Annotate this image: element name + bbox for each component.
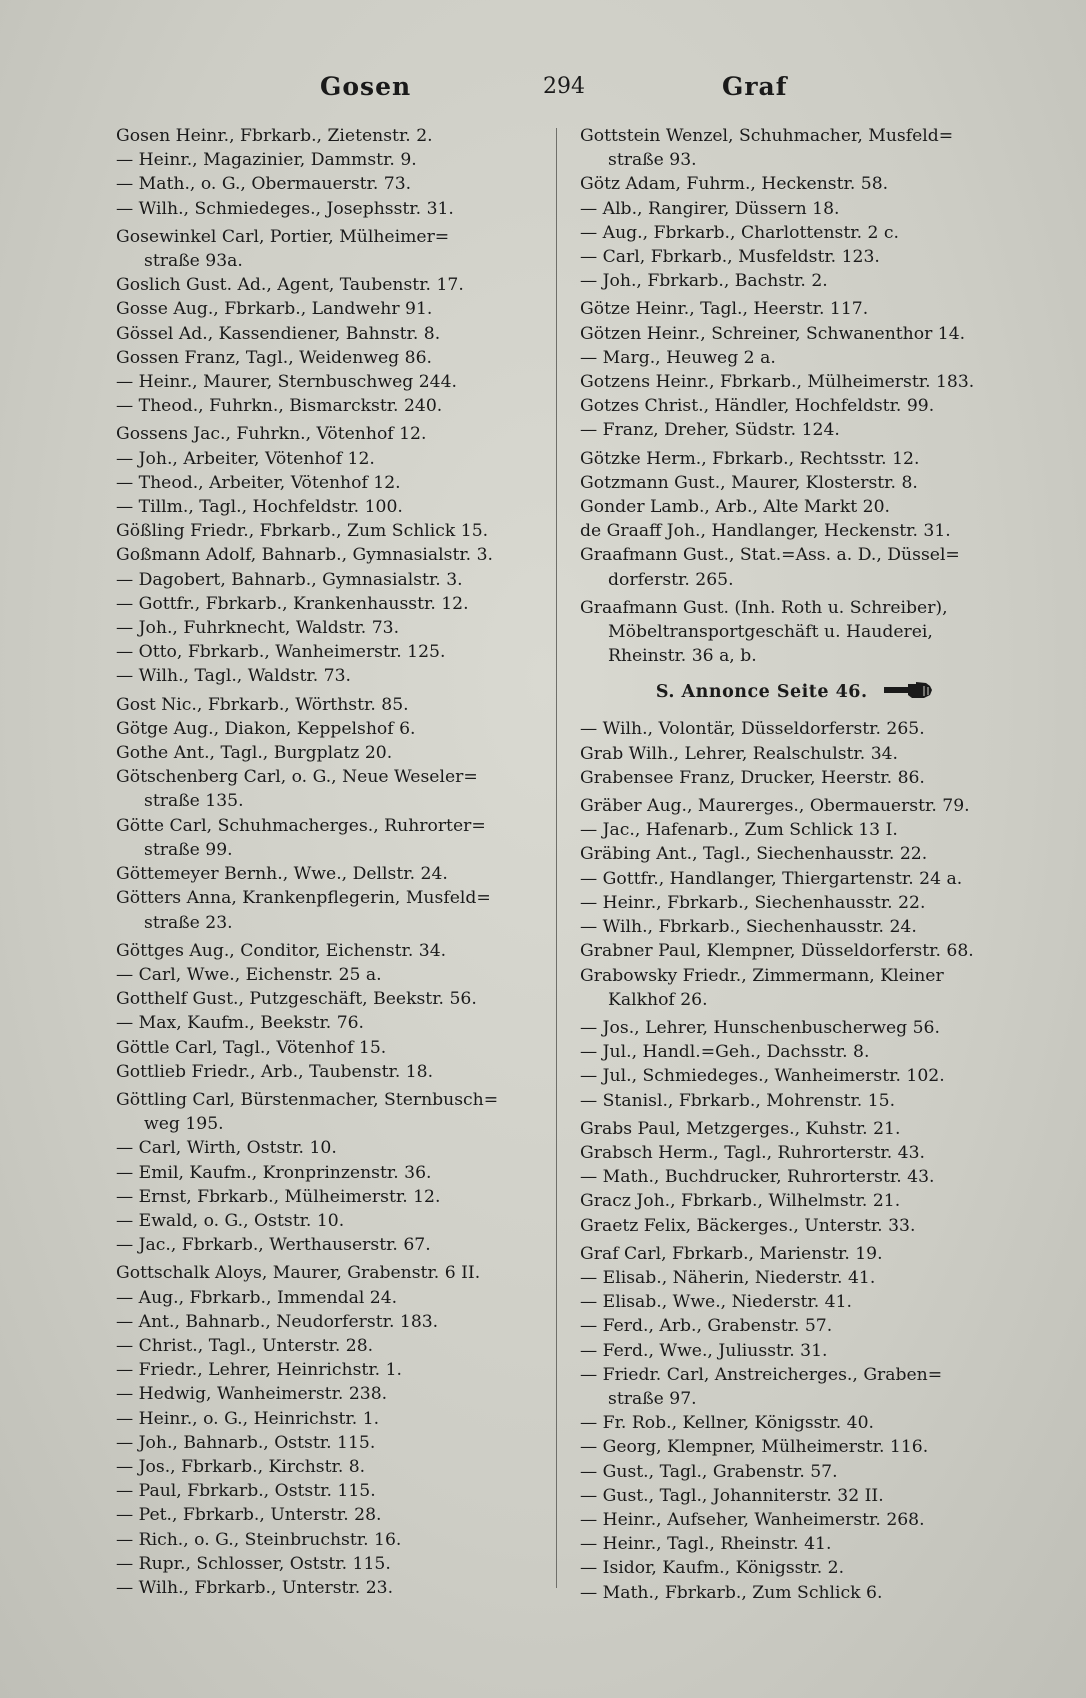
directory-entry-continuation: Rheinstr. 36 a, b. (608, 646, 757, 667)
directory-entry: Gottstein Wenzel, Schuhmacher, Musfeld= (580, 126, 954, 146)
directory-entry: Gracz Joh., Fbrkarb., Wilhelmstr. 21. (580, 1191, 901, 1212)
directory-entry: — Ewald, o. G., Oststr. 10. (116, 1210, 345, 1231)
directory-entry-continuation: straße 135. (144, 791, 244, 812)
directory-entry-continuation: straße 23. (144, 912, 233, 933)
directory-entry: — Wilh., Volontär, Düsseldorferstr. 265. (580, 719, 925, 740)
directory-entry: Götz Adam, Fuhrm., Heckenstr. 58. (580, 174, 889, 195)
directory-entry-continuation: weg 195. (144, 1114, 224, 1135)
header-right-keyword: Graf (722, 72, 788, 101)
directory-entry-continuation: Möbeltransportgeschäft u. Hauderei, (608, 622, 933, 643)
directory-entry: de Graaff Joh., Handlanger, Heckenstr. 31. (580, 521, 951, 542)
directory-entry: — Fr. Rob., Kellner, Königsstr. 40. (580, 1413, 874, 1434)
directory-entry: — Christ., Tagl., Unterstr. 28. (116, 1335, 374, 1356)
page-header (0, 72, 1086, 112)
directory-entry: Grabowsky Friedr., Zimmermann, Kleiner (580, 965, 944, 986)
directory-entry: — Max, Kaufm., Beekstr. 76. (116, 1013, 365, 1034)
directory-entry: — Friedr., Lehrer, Heinrichstr. 1. (116, 1360, 402, 1381)
directory-entry: — Rupr., Schlosser, Oststr. 115. (116, 1553, 391, 1574)
directory-entry: — Elisab., Wwe., Niederstr. 41. (580, 1292, 853, 1313)
directory-entry: Gosse Aug., Fbrkarb., Landwehr 91. (116, 299, 433, 320)
directory-entry: — Dagobert, Bahnarb., Gymnasialstr. 3. (116, 569, 463, 590)
directory-entry: Gotzmann Gust., Maurer, Klosterstr. 8. (580, 472, 918, 493)
directory-entry: Götze Heinr., Tagl., Heerstr. 117. (580, 299, 869, 320)
directory-entry: — Heinr., o. G., Heinrichstr. 1. (116, 1408, 380, 1429)
directory-entry: — Wilh., Fbrkarb., Unterstr. 23. (116, 1577, 394, 1598)
directory-entry: — Math., o. G., Obermauerstr. 73. (116, 174, 412, 195)
directory-entry: — Jos., Lehrer, Hunschenbuscherweg 56. (580, 1017, 940, 1038)
right-column (580, 124, 1010, 1605)
directory-entry: Gotzens Heinr., Fbrkarb., Mülheimerstr. 183. (580, 372, 975, 393)
directory-entry: — Ferd., Wwe., Juliusstr. 31. (580, 1340, 828, 1361)
directory-entry: Gottschalk Aloys, Maurer, Grabenstr. 6 II. (116, 1263, 481, 1284)
directory-entry: Graafmann Gust. (Inh. Roth u. Schreiber), (580, 597, 948, 618)
directory-entry: Göttemeyer Bernh., Wwe., Dellstr. 24. (116, 864, 448, 885)
directory-entry: Gotzes Christ., Händler, Hochfeldstr. 99. (580, 396, 935, 417)
directory-entry: — Jac., Hafenarb., Zum Schlick 13 I. (580, 820, 898, 841)
directory-entry: — Ferd., Arb., Grabenstr. 57. (580, 1316, 833, 1337)
directory-entry: Goslich Gust. Ad., Agent, Taubenstr. 17. (116, 275, 464, 296)
directory-entry: — Jac., Fbrkarb., Werthauserstr. 67. (116, 1235, 431, 1256)
directory-entry: Grabner Paul, Klempner, Düsseldorferstr. 68. (580, 941, 974, 962)
directory-entry: — Aug., Fbrkarb., Charlottenstr. 2 c. (580, 222, 899, 243)
directory-entry: Götzen Heinr., Schreiner, Schwanenthor 14. (580, 323, 966, 344)
directory-entry: — Joh., Arbeiter, Vötenhof 12. (116, 448, 375, 469)
annonce-notice (580, 680, 1010, 705)
directory-entry: — Heinr., Magazinier, Dammstr. 9. (116, 150, 417, 171)
directory-entry: — Otto, Fbrkarb., Wanheimerstr. 125. (116, 642, 446, 663)
directory-entry: — Jul., Schmiedeges., Wanheimerstr. 102. (580, 1066, 945, 1087)
header-left-keyword: Gosen (320, 72, 412, 101)
directory-entry: Grabsch Herm., Tagl., Ruhrorterstr. 43. (580, 1142, 925, 1163)
directory-entry: — Tillm., Tagl., Hochfeldstr. 100. (116, 497, 403, 518)
directory-entry: Graetz Felix, Bäckerges., Unterstr. 33. (580, 1215, 916, 1236)
left-column (116, 124, 536, 1600)
directory-entry: Grabs Paul, Metzgerges., Kuhstr. 21. (580, 1118, 901, 1139)
directory-entry: — Heinr., Tagl., Rheinstr. 41. (580, 1534, 832, 1555)
directory-entry: — Ernst, Fbrkarb., Mülheimerstr. 12. (116, 1186, 441, 1207)
directory-entry: — Gust., Tagl., Johanniterstr. 32 II. (580, 1485, 884, 1506)
directory-entry: Grab Wilh., Lehrer, Realschulstr. 34. (580, 743, 899, 764)
directory-entry-continuation: straße 99. (144, 839, 233, 860)
directory-entry: — Alb., Rangirer, Düssern 18. (580, 198, 840, 219)
directory-entry: — Carl, Wwe., Eichenstr. 25 a. (116, 964, 382, 985)
directory-entry: Graafmann Gust., Stat.=Ass. a. D., Düssel= (580, 545, 960, 566)
directory-entry: — Ant., Bahnarb., Neudorferstr. 183. (116, 1311, 439, 1332)
directory-entry-continuation: dorferstr. 265. (608, 569, 734, 590)
notice-text: S. Annonce Seite 46. (655, 682, 868, 703)
directory-entry: — Rich., o. G., Steinbruchstr. 16. (116, 1529, 402, 1550)
directory-entry: — Marg., Heuweg 2 a. (580, 347, 776, 368)
directory-entry-continuation: Kalkhof 26. (608, 989, 708, 1010)
directory-entry: — Joh., Fuhrknecht, Waldstr. 73. (116, 618, 400, 639)
directory-entry: — Jos., Fbrkarb., Kirchstr. 8. (116, 1456, 366, 1477)
directory-entry: — Hedwig, Wanheimerstr. 238. (116, 1384, 388, 1405)
directory-entry: — Isidor, Kaufm., Königsstr. 2. (580, 1558, 845, 1579)
directory-entry: — Math., Buchdrucker, Ruhrorterstr. 43. (580, 1167, 935, 1188)
directory-entry: — Carl, Wirth, Oststr. 10. (116, 1138, 337, 1159)
directory-entry: Gotthelf Gust., Putzgeschäft, Beekstr. 56. (116, 989, 477, 1010)
directory-entry: — Theod., Arbeiter, Vötenhof 12. (116, 472, 401, 493)
directory-entry: — Heinr., Fbrkarb., Siechenhausstr. 22. (580, 892, 926, 913)
directory-entry: Goßmann Adolf, Bahnarb., Gymnasialstr. 3. (116, 545, 494, 566)
directory-entry: — Franz, Dreher, Südstr. 124. (580, 420, 840, 441)
right-column-bottom-entries (580, 717, 1010, 1604)
directory-entry: — Math., Fbrkarb., Zum Schlick 6. (580, 1582, 883, 1603)
directory-entry: Graf Carl, Fbrkarb., Marienstr. 19. (580, 1243, 883, 1264)
directory-entry: — Gust., Tagl., Grabenstr. 57. (580, 1461, 838, 1482)
directory-entry: Gost Nic., Fbrkarb., Wörthstr. 85. (116, 694, 409, 715)
directory-entry: Götge Aug., Diakon, Keppelshof 6. (116, 718, 416, 739)
directory-entry: Götters Anna, Krankenpflegerin, Musfeld= (116, 888, 491, 909)
pointing-hand-icon (882, 680, 934, 705)
directory-entry: — Heinr., Maurer, Sternbuschweg 244. (116, 372, 457, 393)
directory-entry: — Wilh., Fbrkarb., Siechenhausstr. 24. (580, 917, 917, 938)
directory-entry: — Emil, Kaufm., Kronprinzenstr. 36. (116, 1162, 432, 1183)
directory-entry: — Aug., Fbrkarb., Immendal 24. (116, 1287, 398, 1308)
directory-entry: — Pet., Fbrkarb., Unterstr. 28. (116, 1505, 382, 1526)
page-number: 294 (543, 74, 585, 99)
directory-entry: Götzke Herm., Fbrkarb., Rechtsstr. 12. (580, 448, 920, 469)
directory-entry-continuation: straße 97. (608, 1388, 697, 1409)
directory-entry: — Carl, Fbrkarb., Musfeldstr. 123. (580, 247, 880, 268)
directory-entry: Gräbing Ant., Tagl., Siechenhausstr. 22. (580, 844, 928, 865)
directory-entry: — Friedr. Carl, Anstreicherges., Graben= (580, 1364, 943, 1385)
directory-entry: — Jul., Handl.=Geh., Dachsstr. 8. (580, 1042, 870, 1063)
directory-entry-continuation: straße 93a. (144, 251, 243, 272)
directory-entry: — Elisab., Näherin, Niederstr. 41. (580, 1267, 876, 1288)
directory-entry: Gosen Heinr., Fbrkarb., Zietenstr. 2. (116, 126, 433, 146)
directory-entry: — Heinr., Aufseher, Wanheimerstr. 268. (580, 1509, 925, 1530)
directory-entry: Grabensee Franz, Drucker, Heerstr. 86. (580, 767, 925, 788)
directory-entry: Götschenberg Carl, o. G., Neue Weseler= (116, 767, 478, 788)
directory-entry: Götte Carl, Schuhmacherges., Ruhrorter= (116, 815, 486, 836)
directory-entry: — Stanisl., Fbrkarb., Mohrenstr. 15. (580, 1090, 896, 1111)
right-column-top-entries (580, 124, 1010, 668)
directory-entry: Göttle Carl, Tagl., Vötenhof 15. (116, 1037, 387, 1058)
directory-entry: — Paul, Fbrkarb., Oststr. 115. (116, 1481, 376, 1502)
directory-entry: — Gottfr., Fbrkarb., Krankenhausstr. 12. (116, 593, 469, 614)
directory-entry: Göttling Carl, Bürstenmacher, Sternbusch= (116, 1089, 499, 1110)
directory-entry: — Wilh., Tagl., Waldstr. 73. (116, 666, 351, 687)
directory-entry: Gräber Aug., Maurerges., Obermauerstr. 79. (580, 796, 970, 817)
directory-entry: Göttges Aug., Conditor, Eichenstr. 34. (116, 940, 447, 961)
directory-entry: — Gottfr., Handlanger, Thiergartenstr. 24 a. (580, 868, 963, 889)
directory-entry: — Wilh., Schmiedeges., Josephsstr. 31. (116, 198, 454, 219)
directory-entry: Gonder Lamb., Arb., Alte Markt 20. (580, 497, 891, 518)
directory-entry: — Joh., Bahnarb., Oststr. 115. (116, 1432, 376, 1453)
directory-entry: Gosewinkel Carl, Portier, Mülheimer= (116, 226, 450, 247)
directory-entry: Gothe Ant., Tagl., Burgplatz 20. (116, 743, 393, 764)
directory-entry: Gossens Jac., Fuhrkn., Vötenhof 12. (116, 424, 427, 445)
directory-entry: Gossen Franz, Tagl., Weidenweg 86. (116, 347, 432, 368)
directory-entry: Gößling Friedr., Fbrkarb., Zum Schlick 15. (116, 521, 489, 542)
directory-entry: Gössel Ad., Kassendiener, Bahnstr. 8. (116, 323, 441, 344)
directory-entry: — Joh., Fbrkarb., Bachstr. 2. (580, 271, 828, 292)
directory-entry: Gottlieb Friedr., Arb., Taubenstr. 18. (116, 1061, 434, 1082)
directory-entry-continuation: straße 93. (608, 150, 697, 171)
directory-entry: — Georg, Klempner, Mülheimerstr. 116. (580, 1437, 929, 1458)
directory-entry: — Theod., Fuhrkn., Bismarckstr. 240. (116, 396, 443, 417)
column-divider (556, 128, 557, 1588)
